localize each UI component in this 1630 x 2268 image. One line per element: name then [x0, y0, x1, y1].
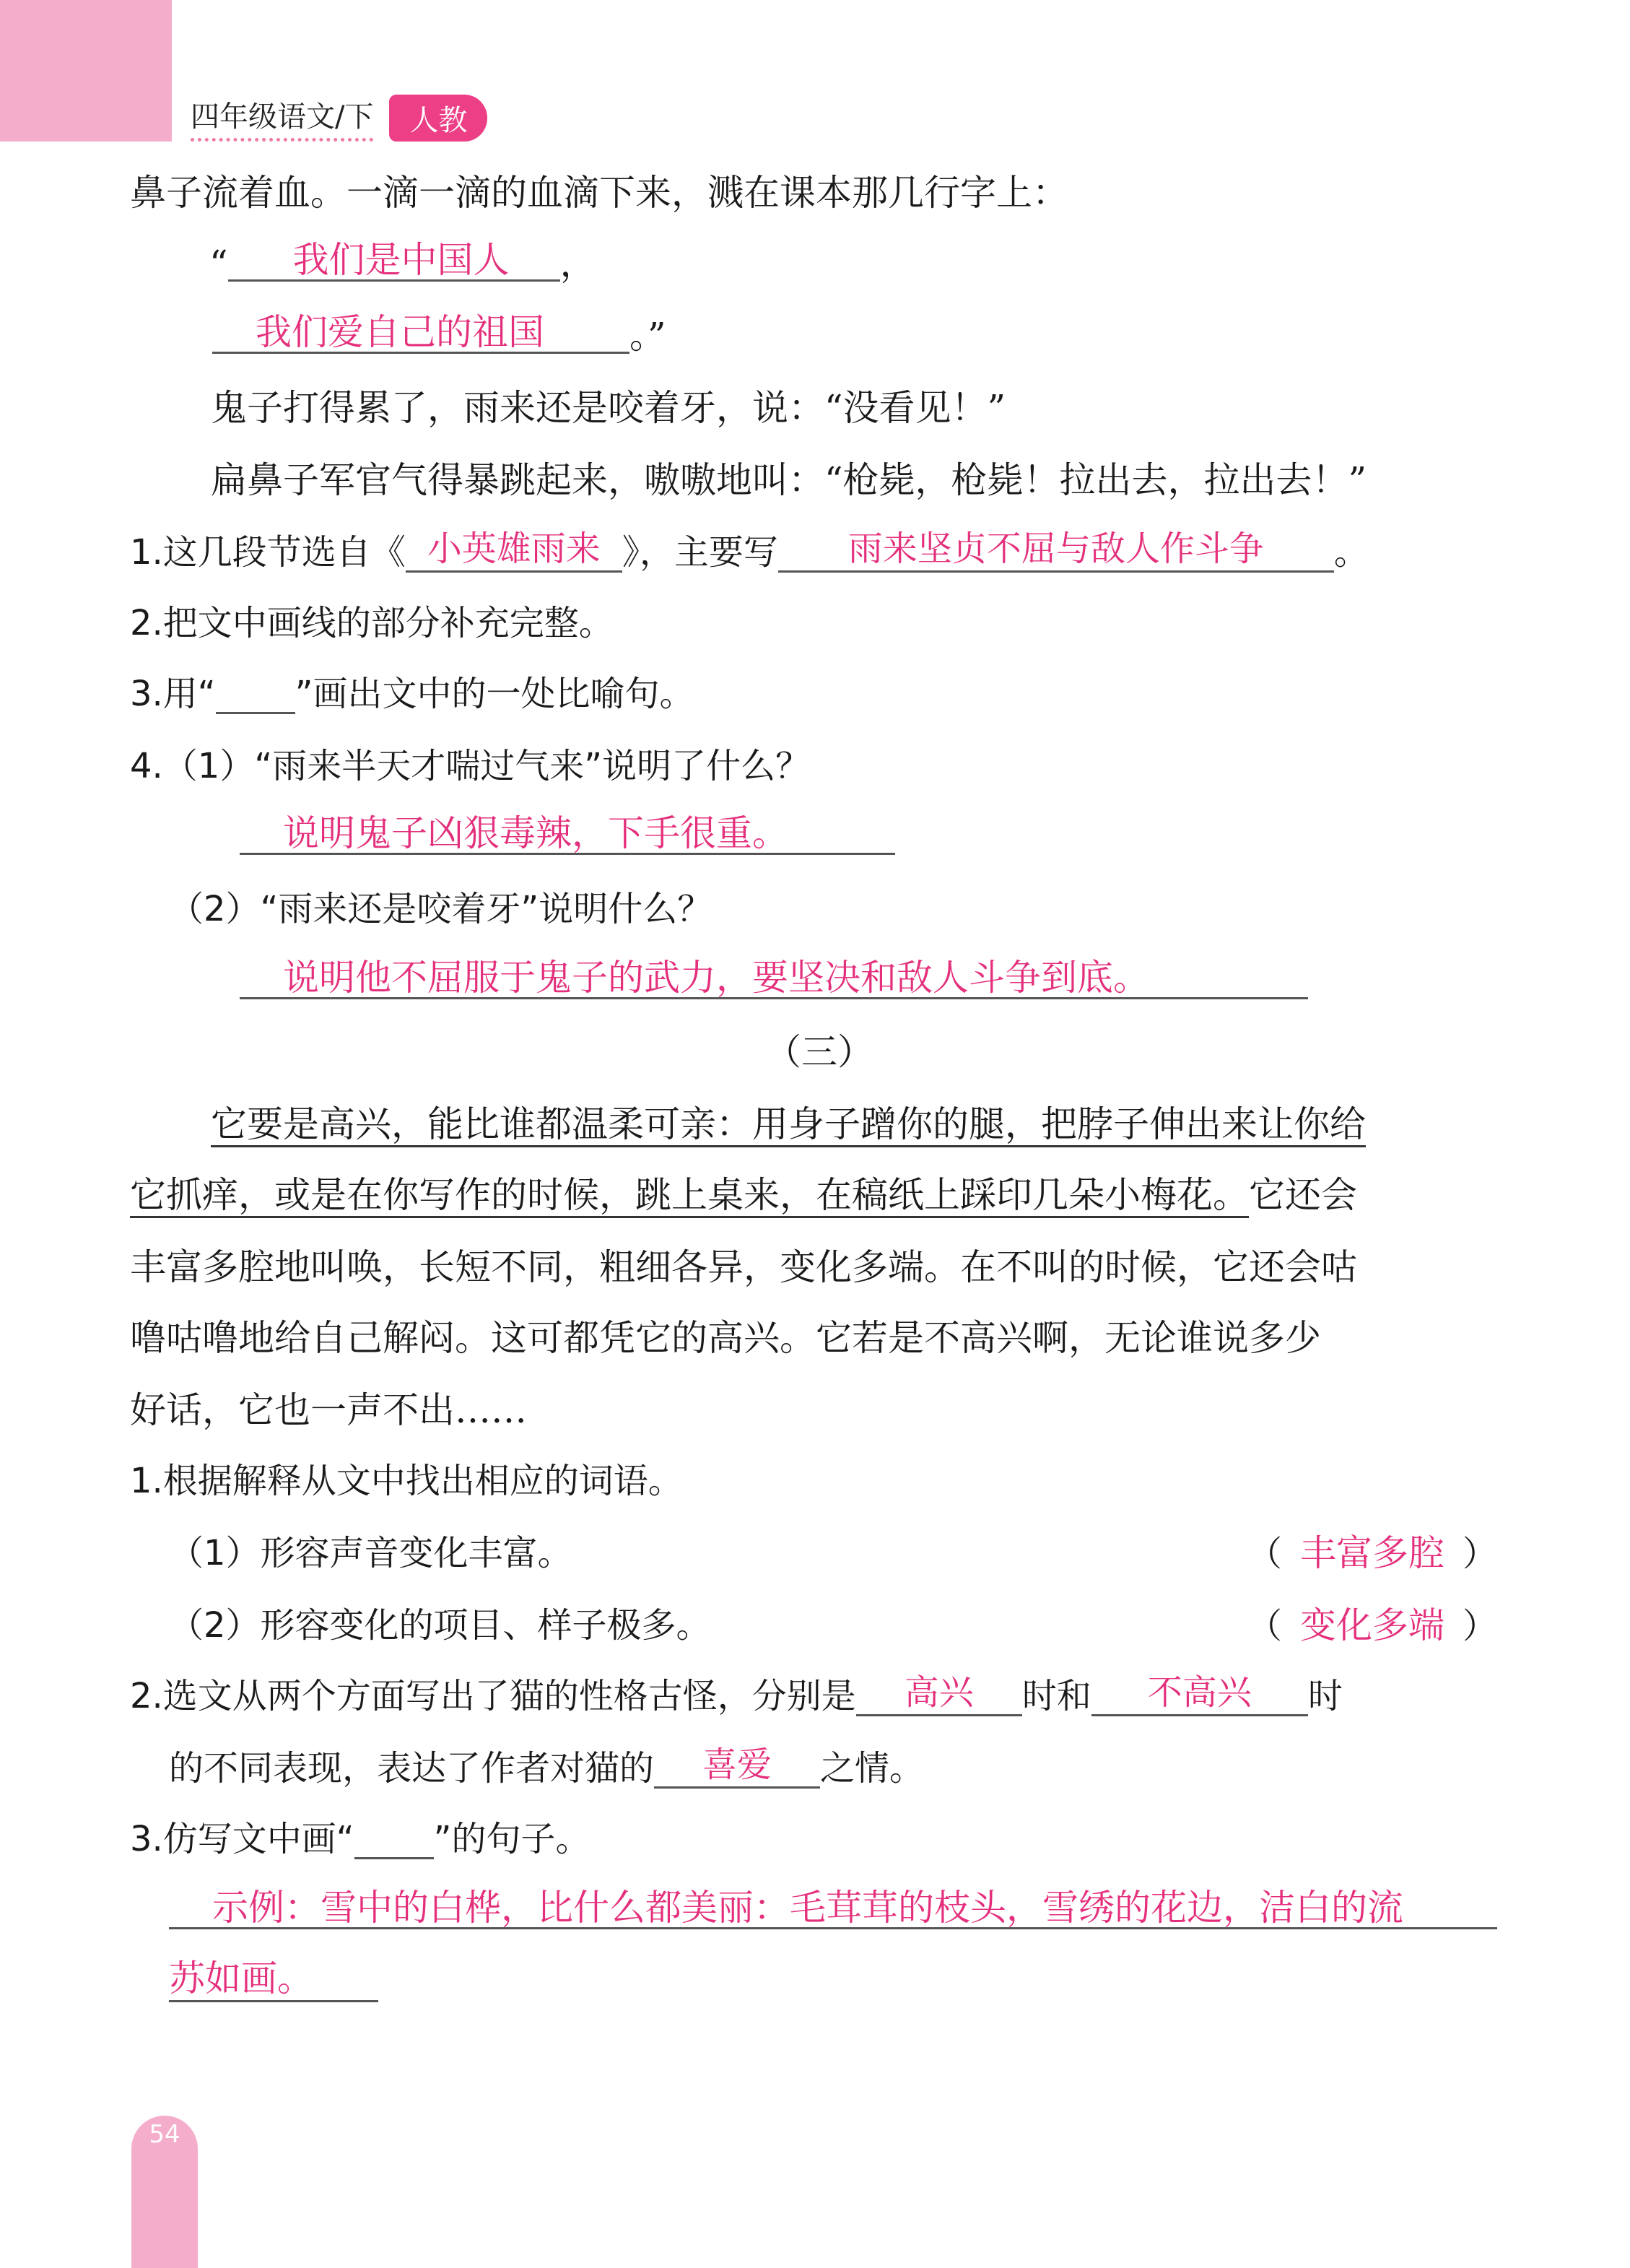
- answer-2-feeling: 喜爱: [654, 1743, 820, 1789]
- answer-line: [169, 1886, 1497, 1937]
- passage-line: 好话，它也一声不出……: [130, 1389, 527, 1431]
- underlined-simile: 它要是高兴，能比谁都温柔可亲：用身子蹭你的腿，把脖子伸出来让你给: [211, 1103, 1366, 1147]
- answer-4-1: 说明鬼子凶狠毒辣，下手很重。: [240, 812, 895, 855]
- page-header: [191, 94, 487, 142]
- underline-sample: [354, 1814, 434, 1859]
- answer-bracket: （ 变化多端 ）: [1247, 1600, 1497, 1651]
- answer-1-2: 变化多端: [1299, 1604, 1444, 1646]
- question-3: 3.仿写文中画“ ”的句子。: [130, 1814, 590, 1864]
- answer-2-unhappy: 不高兴: [1091, 1671, 1308, 1716]
- passage-line: 我们爱自己的祖国 。”: [212, 310, 666, 361]
- passage-line: 鬼子打得累了，雨来还是咬着牙，说：“没看见！”: [211, 387, 1006, 429]
- question-2: 2.选文从两个方面写出了猫的性格古怪，分别是 高兴 时和 不高兴 时: [130, 1672, 1343, 1716]
- main-idea-answer: 雨来坚贞不屈与敌人作斗争: [778, 527, 1334, 573]
- underline-sample: [216, 669, 295, 714]
- answer-line: [240, 812, 895, 862]
- answer-3-line2: 苏如画。: [169, 1957, 378, 2002]
- answer-4-2: 说明他不屈服于鬼子的武力，要坚决和敌人斗争到底。: [240, 956, 1308, 999]
- question-3: 3.用“ ”画出文中的一处比喻句。: [130, 669, 694, 719]
- fill-blank-answer: 我们爱自己的祖国: [212, 310, 629, 354]
- fill-blank-answer: 我们是中国人: [228, 238, 560, 282]
- passage-line: 它抓痒，或是在你写作的时候，跳上桌来，在稿纸上踩印几朵小梅花。它还会: [130, 1170, 1357, 1220]
- question-4-2: （2）“雨来还是咬着牙”说明什么？: [169, 889, 712, 929]
- corner-decoration-top: [0, 0, 172, 142]
- question-1: 1.这几段节选自《 小英雄雨来 》，主要写 雨来坚贞不屈与敌人作斗争 。: [130, 529, 1369, 573]
- passage-line: 鼻子流着血。一滴一滴的血滴下来，溅在课本那几行字上：: [130, 172, 1068, 214]
- grade-subject-title: 四年级语文/下: [191, 94, 373, 142]
- book-title-answer: 小英雄雨来: [406, 527, 622, 573]
- section-heading: （三）: [765, 1031, 873, 1073]
- question-1-2: （2）形容变化的项目、样子极多。 （ 变化多端 ）: [169, 1600, 1497, 1651]
- edition-badge: 人教: [389, 95, 487, 142]
- answer-3-line1: 示例：雪中的白桦，比什么都美丽：毛茸茸的枝头，雪绣的花边，洁白的流: [169, 1886, 1497, 1929]
- underlined-simile: 它抓痒，或是在你写作的时候，跳上桌来，在稿纸上踩印几朵小梅花。: [130, 1174, 1249, 1218]
- question-2: 2.把文中画线的部分补充完整。: [130, 603, 614, 643]
- passage-line: 丰富多腔地叫唤，长短不同，粗细各异，变化多端。在不叫的时候，它还会咕: [130, 1246, 1357, 1288]
- passage-line: [211, 1099, 1366, 1150]
- passage-line: 噜咕噜地给自己解闷。这可都凭它的高兴。它若是不高兴啊，无论谁说多少: [130, 1317, 1321, 1359]
- question-2-cont: 的不同表现，表达了作者对猫的 喜爱 之情。: [169, 1745, 925, 1789]
- answer-2-happy: 高兴: [856, 1671, 1022, 1716]
- page-number: 54: [149, 2120, 180, 2149]
- question-4-1: 4.（1）“雨来半天才喘过气来”说明了什么？: [130, 746, 811, 786]
- answer-1-1: 丰富多腔: [1299, 1532, 1444, 1574]
- passage-line: 扁鼻子军官气得暴跳起来，嗷嗷地叫：“枪毙，枪毙！拉出去，拉出去！”: [211, 459, 1367, 501]
- question-1: 1.根据解释从文中找出相应的词语。: [130, 1461, 683, 1501]
- answer-line: [240, 956, 1308, 1007]
- answer-bracket: （ 丰富多腔 ）: [1247, 1528, 1497, 1578]
- question-1-1: （1）形容声音变化丰富。 （ 丰富多腔 ）: [169, 1528, 1497, 1578]
- passage-line: “ 我们是中国人 ，: [209, 239, 596, 284]
- answer-line: [169, 1957, 378, 2007]
